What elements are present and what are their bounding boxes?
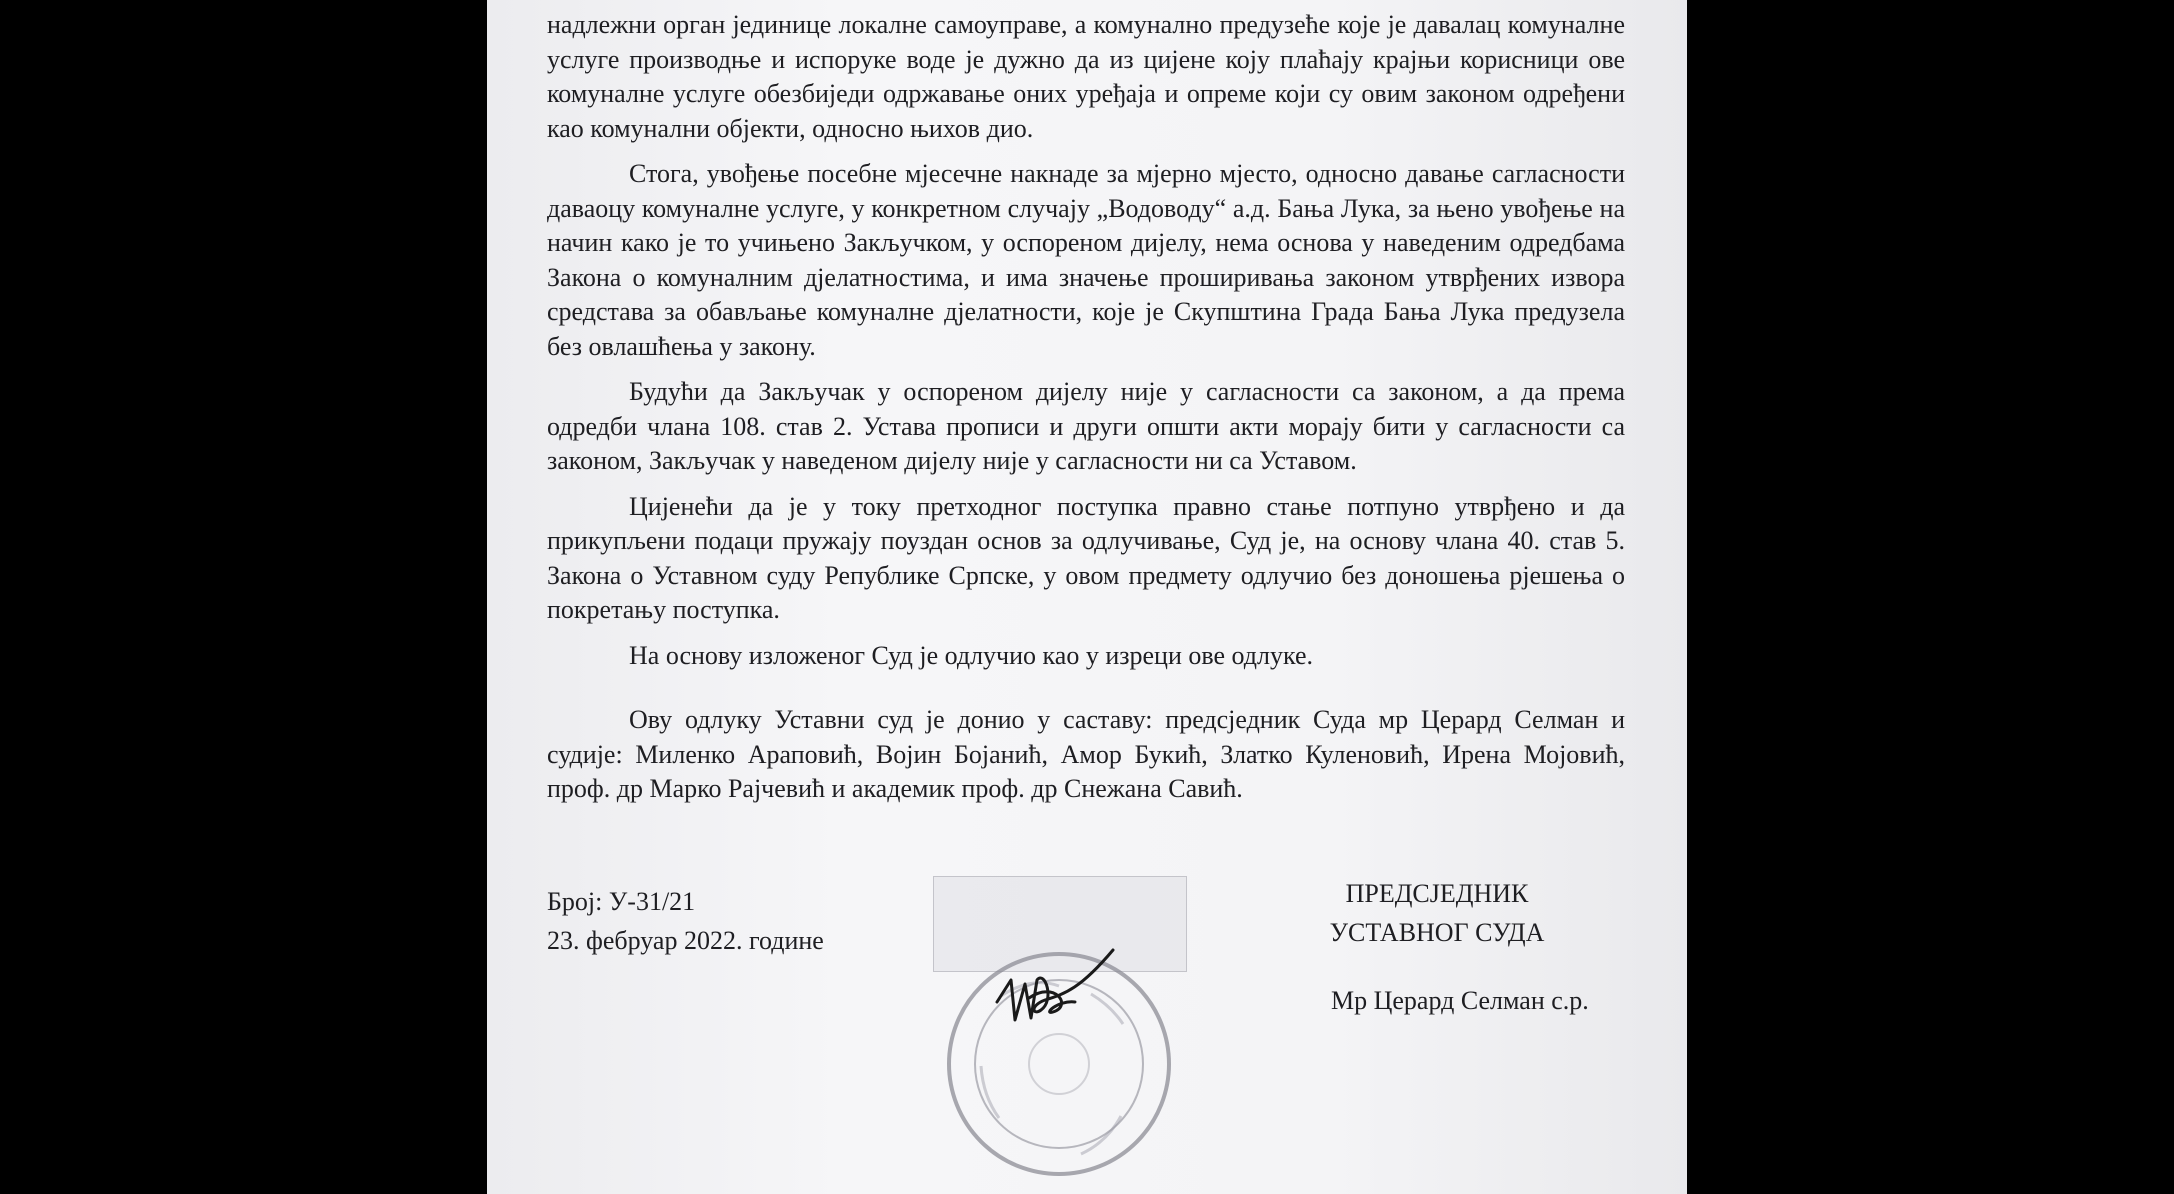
case-number: Број: У-31/21 [547, 887, 696, 916]
signatory-name: Мр Церард Селман с.р. [1331, 986, 1589, 1015]
document-body [547, 8, 1625, 818]
document-page [487, 0, 1687, 1194]
title-line-2: УСТАВНОГ СУДА [1329, 918, 1545, 947]
signature-scribble-icon [985, 940, 1125, 1040]
decision-date: 23. фебруар 2022. године [547, 926, 824, 955]
paragraph-therefore: Стога, увођење посебне мјесечне накнаде за мјерно мјесто, односно давање сагласности даваоцу комуналне услуге, у конкретном случају „Водоводу“ а.д. Бања Лука, за њено увођење на начин како је то учињено Закључком, у оспореном дијелу, нема основа у наведеним одредбама Закона о комуналним дјелатностима, и има значење проширивања законом утврђених извора средстава за обављање комуналне дјелатности, које је Скупштина Града Бања Лука предузела без овлашћења у закону. [547, 159, 1625, 361]
title-line-1: ПРЕДСЈЕДНИК [1345, 879, 1529, 908]
paragraph-procedure: Цијенећи да је у току претходног поступка правно стање потпуно утврђено и да прикупљени подаци пружају поуздан основ за одлучивање, Суд је, на основу члана 40. став 5. Закона о Уставном суду Републике Српске, у овом предмету одлучио без доношења рјешења о покретању поступка. [547, 491, 1625, 624]
document-reference [547, 882, 824, 960]
signatory-title [1327, 874, 1547, 952]
paragraph-court-composition: Ову одлуку Уставни суд је донио у саставу: предсједник Суда мр Церард Селман и судије: Миленко Араповић, Војин Бојанић, Амор Букић, Златко Куленовић, Ирена Мојовић, проф. др Марко Рајчевић и академик проф. др Снежана Савић. [547, 705, 1625, 803]
paragraph-conclusion-constitution: Будући да Закључак у оспореном дијелу није у сагласности са законом, а да према одредби члана 108. став 2. Устава прописи и други општи акти морају бити у сагласности са законом, Закључак у наведеном дијелу није у сагласности ни са Уставом. [547, 377, 1625, 475]
paragraph-decision: На основу изложеног Суд је одлучио као у изреци ове одлуке. [629, 640, 1314, 670]
paragraph-continuation: надлежни орган јединице локалне самоуправе, а комунално предузеће које је давалац комуналне услуге производње и испоруке воде је дужно да из цијене коју плаћају крајњи корисници ове комуналне услуге обезбиједи одржавање оних уређаја и опреме који су овим законом одређени као комунални објекти, односно њихов дио. [547, 10, 1625, 143]
